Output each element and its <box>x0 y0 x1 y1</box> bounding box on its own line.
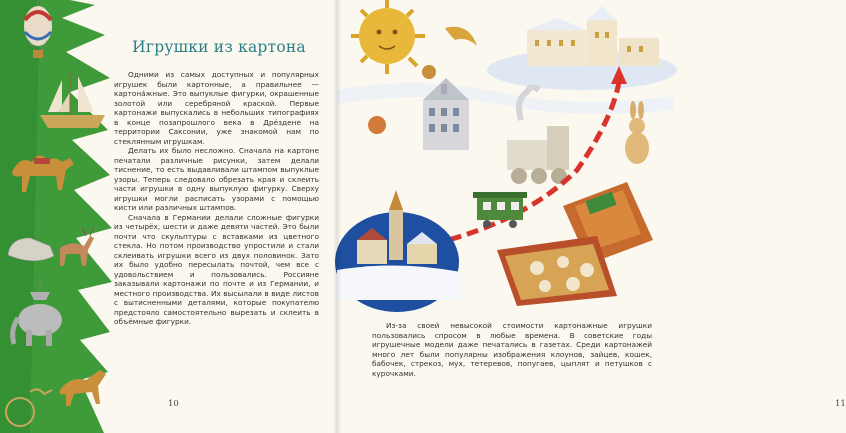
paragraph: Из-за своей невысокой стоимости картонажные игрушки пользовались спросом в любые времена. В советские годы игрушечные модели даже печатались в газетах. Среди картонажей много лет были популярны изображения клоунов, зайцев, кошек, бабочек, стрекоз, мух, тетеревов, попугаев, цыплят и петушков с курочками. <box>372 321 652 378</box>
right-body-text <box>372 321 652 379</box>
page-title: Игрушки из картона <box>132 38 306 56</box>
left-page <box>0 0 337 433</box>
paragraph: Делать их было несложно. Сначала на картоне печатали различные рисунки, затем делали тиснение, то есть выдавливали штампом выпуклые узоры. Теперь следовало обрезать края и склеить части игрушки в одну выпуклую фигурку. Сверху игрушки могли расписать узорами с помощью кисти или различных штампов. <box>114 146 319 212</box>
left-body-text <box>114 70 319 327</box>
page-number-left: 10 <box>168 399 179 409</box>
train-car-ornament <box>473 192 527 228</box>
moon-ornament <box>445 27 477 46</box>
page-number-right: 11 <box>835 399 846 409</box>
snowy-town <box>487 6 677 90</box>
paragraph: Одними из самых доступных и популярных игрушек были картонные, а правильнее — картона́жные. Это выпуклые фигурки, окрашенные золотой или серебряной краской. Первые картонажи выпускались в небольших типографиях в конце позапрошлого века в Дре́здене на территории Саксонии, уже знакомой нам по стеклянным игрушкам. <box>114 70 319 146</box>
paragraph: Сначала в Германии делали сложные фигурки из четырёх, шести и даже девяти частей. Это были почти что скульптуры с вставками из цветного стекла. Но потом производство упростили и стали склеивать игрушки всего из двух половинок. Зато их было удобно пересылать почтой, чем все с удовольствием и пользовались. Россияне заказывали картонажи по почте и из Германии, и местного производства. Их высылали в виде листов с вытисненными деталями, которые покупателю предстояло самостоятельно вырезать и склеить в объёмные фигурки. <box>114 212 319 326</box>
castle-tower-ornament <box>335 190 461 312</box>
sun-ornament <box>351 0 425 74</box>
book-gutter <box>333 0 341 433</box>
